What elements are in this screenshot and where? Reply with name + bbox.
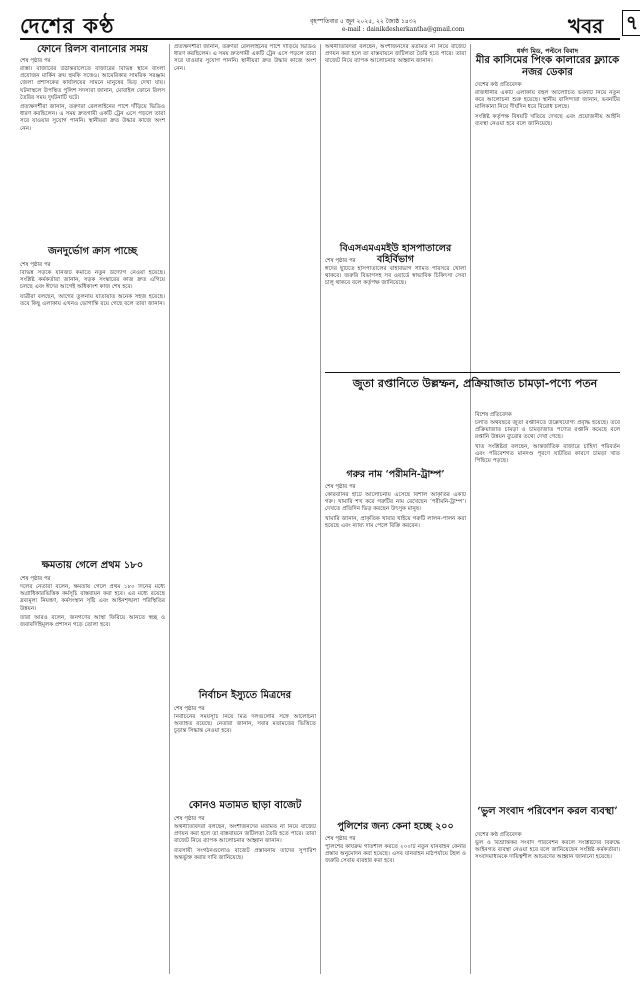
article-headline: জনদুর্ভোগ ক্রাস পাচ্ছে [47,246,138,257]
article-paragraph: প্রত্যক্ষদর্শীরা জানান, তরুণরা রেললাইনের পাশে দাঁড়িয়ে ভিডিও ধারণ করছিলেন। এ সময় দ্রুতগামী একটি ট্রেন এসে পড়লে তারা সরে যাওয়ার সুযোগ পাননি। স্থানীয়রা দ্রুত উদ্ধার কাজে অংশ নেন। [20,104,165,132]
article-byline: শেষ পৃষ্ঠার পর [325,836,356,842]
article-paragraph: অর্থনীতিবিদরা বলছেন, অংশীজনদের মতামত না নিয়ে বাজেট প্রণয়ন করা হলে তা বাস্তবায়নে জটিলতা তৈরি হতে পারে। তারা বাজেট নিয়ে ব্যাপক আলোচনার আহ্বান জানান। [174,824,316,845]
brand-logo: দেশের কণ্ঠ [20,13,115,38]
article-headline: জুতা রপ্তানিতে উল্লম্ফন, প্রক্রিয়াজাত চামড়া-পণ্যে পতন [352,377,598,390]
article-headline: মীর কাসিমের পিংক কালারের ফ্ল্যাকে নজর ডেকার [475,55,620,78]
masthead [20,10,639,38]
article-headline: বিএসএমএমইউ হাসপাতালের বহির্বিভাগ [339,243,452,265]
masthead-rule [20,38,620,40]
article-body [20,66,165,241]
article-paragraph: সংশ্লিষ্ট কর্তৃপক্ষ বিষয়টি খতিয়ে দেখছে এবং প্রয়োজনীয় আইনি ব্যবস্থা নেওয়া হবে বলে জানিয়েছে। [475,113,620,127]
article-paragraph: কোরবানির হাটে আলোচনায় এসেছে বিশাল আকৃতির একটি গরু। খামারি শখ করে গরুটির নাম রেখেছেন ‘পরীমনি-ট্রাম্প’। দেখতে প্রতিদিন ভিড় করছেন উৎসুক মানুষ। [325,492,466,513]
article-byline: শেষ পৃষ্ঠার পর [20,576,51,582]
article-paragraph: ঈদের ছুটিতে হাসপাতালের বহির্বিভাগ সীমিত পরিসরে খোলা থাকবে। জরুরি বিভাগসহ সব ওয়ার্ডে স্বাভাবিক চিকিৎসা সেবা চালু থাকবে বলে কর্তৃপক্ষ জানিয়েছে। [325,266,466,287]
article-body [174,44,316,684]
article-body [325,266,466,466]
article-byline: শেষ পৃষ্ঠার পর [325,258,356,264]
article-headline: ক্ষমতায় গেলে প্রথম ১৮০ [41,560,144,571]
article-byline: দেশের কণ্ঠ প্রতিবেদক [475,82,522,88]
column-divider [320,44,321,974]
article-byline: বিশেষ প্রতিবেদক [475,412,512,418]
dateline: বৃহস্পতিবার ৫ জুন ২০২৫, ২২ জ্যৈষ্ঠ ১৪৩২ [310,18,417,25]
article-byline: শেষ পৃষ্ঠার পর [20,262,51,268]
article-paragraph: পুলিশের কার্যক্রম গতিশীল করতে ২০০টি নতুন যানবাহন কেনার প্রস্তাব অনুমোদন করা হয়েছে। এসব যানবাহন মাঠপর্যায়ে টহল ও জরুরি সেবায় ব্যবহার করা হবে। [325,844,466,865]
article-kicker: ধর্ষণ মিড, পল্টনে বিবাদ [516,47,579,55]
section-divider [325,372,620,373]
section-title: খবর [568,14,604,38]
article-byline: শেষ পৃষ্ঠার পর [20,58,51,64]
article-paragraph: চলতি অর্থবছরে জুতা রপ্তানিতে উল্লেখযোগ্য প্রবৃদ্ধি হয়েছে। তবে প্রক্রিয়াজাত চামড়া ও চামড়াজাত পণ্যের রপ্তানি কমেছে বলে রপ্তানি উন্নয়ন ব্যুরোর তথ্যে দেখা গেছে। [475,420,620,441]
article-body [475,840,620,974]
article-paragraph: রাজধানীর একটি এলাকায় বহুল আলোচিত ভবনটি নিয়ে নতুন করে আলোচনা শুরু হয়েছে। স্থানীয় বাসিন্দারা জানান, ভবনটির মালিকানা নিয়ে দীর্ঘদিন ধরে বিরোধ চলছে। [475,90,620,111]
article-paragraph: ব্যবসায়ী সংগঠনগুলোও বাজেট প্রস্তাবনায় তাদের সুপারিশ অন্তর্ভুক্ত করার দাবি জানিয়েছে। [174,847,316,861]
article-headline: ফোনে রিলস বানানোর সময় [37,44,148,55]
article-paragraph: খামারি জানান, প্রাকৃতিক খাবার খাইয়ে গরুটি লালন-পালন করা হয়েছে এবং ন্যায্য দাম পেলে বিক্রি করবেন। [325,515,466,529]
article-body [174,714,316,794]
article-paragraph: নির্বাচনের সময়সূচি নিয়ে মিত্র দলগুলোর সঙ্গে আলোচনা অব্যাহত রয়েছে। নেতারা জানান, সবার মতামতের ভিত্তিতে চূড়ান্ত সিদ্ধান্ত নেওয়া হবে। [174,714,316,735]
column-divider [169,44,170,974]
article-paragraph: ভুল ও বিভ্রান্তিকর সংবাদ পরিবেশন করলে সংশ্লিষ্টদের বিরুদ্ধে আইনগত ব্যবস্থা নেওয়া হবে বলে জানিয়েছেন সংশ্লিষ্ট কর্মকর্তারা। সংবাদমাধ্যমকে দায়িত্বশীল আচরণের আহ্বান জানানো হয়েছে। [475,840,620,861]
article-paragraph: বিভিন্ন সড়কে যানজট কমাতে নতুন উদ্যোগ নেওয়া হয়েছে। সংশ্লিষ্ট কর্মকর্তারা জানান, সড়ক সংস্কারের কাজ দ্রুত এগিয়ে চলছে এবং ঈদের আগেই অধিকাংশ কাজ শেষ হবে। [20,270,165,291]
article-paragraph: অর্থনীতিবিদরা বলছেন, অংশীজনদের মতামত না নিয়ে বাজেট প্রণয়ন করা হলে তা বাস্তবায়নে জটিলতা তৈরি হতে পারে। তারা বাজেট নিয়ে ব্যাপক আলোচনার আহ্বান জানান। [325,44,466,65]
article-headline: গরুর নাম ‘পরীমনি-ট্রাম্প’ [346,469,445,480]
article-paragraph: দলের নেতারা বলেন, ক্ষমতায় গেলে প্রথম ১৮০ দিনের মধ্যে অগ্রাধিকারভিত্তিক কর্মসূচি বাস্তবায়ন করা হবে। এর মধ্যে রয়েছে দ্রব্যমূল্য নিয়ন্ত্রণ, কর্মসংস্থান সৃষ্টি এবং আইনশৃঙ্খলা পরিস্থিতির উন্নয়ন। [20,584,165,612]
article-byline: দেশের কণ্ঠ প্রতিবেদক [475,832,522,838]
contact-email: e-mail : dainikdesherkantha@gmail.com [342,26,465,33]
article-body [20,270,165,555]
article-headline: ‘ভুল সংবাদ পরিবেশন করল ব্যবস্থা’ [477,806,618,817]
article-byline: শেষ পৃষ্ঠার পর [174,816,205,822]
column-divider [470,44,471,974]
article-paragraph: যাত্রীরা বলছেন, আগের তুলনায় যাতায়াত অনেক সহজ হয়েছে। তবে কিছু এলাকায় এখনও ভোগান্তি রয়ে গেছে বলে তারা জানান। [20,293,165,307]
article-byline: শেষ পৃষ্ঠার পর [174,706,205,712]
article-body [325,492,466,817]
article-body [475,90,620,365]
article-paragraph: প্রত্যক্ষদর্শীরা জানান, তরুণরা রেললাইনের পাশে দাঁড়িয়ে ভিডিও ধারণ করছিলেন। এ সময় দ্রুতগামী একটি ট্রেন এসে পড়লে তারা সরে যাওয়ার সুযোগ পাননি। স্থানীয়রা দ্রুত উদ্ধার কাজে অংশ নেন। [174,44,316,72]
article-headline: পুলিশের জন্য কেনা হচ্ছে ২০০ [337,821,454,832]
article-body [174,824,316,974]
article-headline: নির্বাচন ইস্যুতে মিত্রদের [198,690,292,701]
article-body [325,844,466,974]
article-body [20,584,165,974]
article-body [325,44,466,239]
article-headline: কোনও মতামত ছাড়া বাজেট [188,800,302,811]
page-number: ৭ [622,10,640,36]
article-body [475,420,620,800]
article-byline: শেষ পৃষ্ঠার পর [325,484,356,490]
article-paragraph: রাস্তা। বাজারের উঠান্তরালেতে বাজারের বিভিন্ন স্থানে বাংলা প্রযোজন মার্কিন ক্রয় হুমকি সত্তেও। আমেরিকার সামরিক সরঞ্জাম জেলা প্রশাসকের কার্যালয়ের সামনে মানুষের ভিড় দেখা যায়। ঘটনাস্থলে উপস্থিত পুলিশ সদস্যরা জানান, মোবাইল ফোনে রিলস তৈরির সময় দুর্ঘটনাটি ঘটে। [20,66,165,101]
article-paragraph: তারা আরও বলেন, জনগণের আস্থা ফিরিয়ে আনতে স্বচ্ছ ও জবাবদিহিমূলক প্রশাসন গড়ে তোলা হবে। [20,614,165,629]
article-paragraph: খাত সংশ্লিষ্টরা বলছেন, আন্তর্জাতিক বাজারে চাহিদা পরিবর্তন এবং পরিবেশগত মানদণ্ড পূরণে ঘাটতির কারণে চামড়া খাত পিছিয়ে পড়ছে। [475,443,620,465]
